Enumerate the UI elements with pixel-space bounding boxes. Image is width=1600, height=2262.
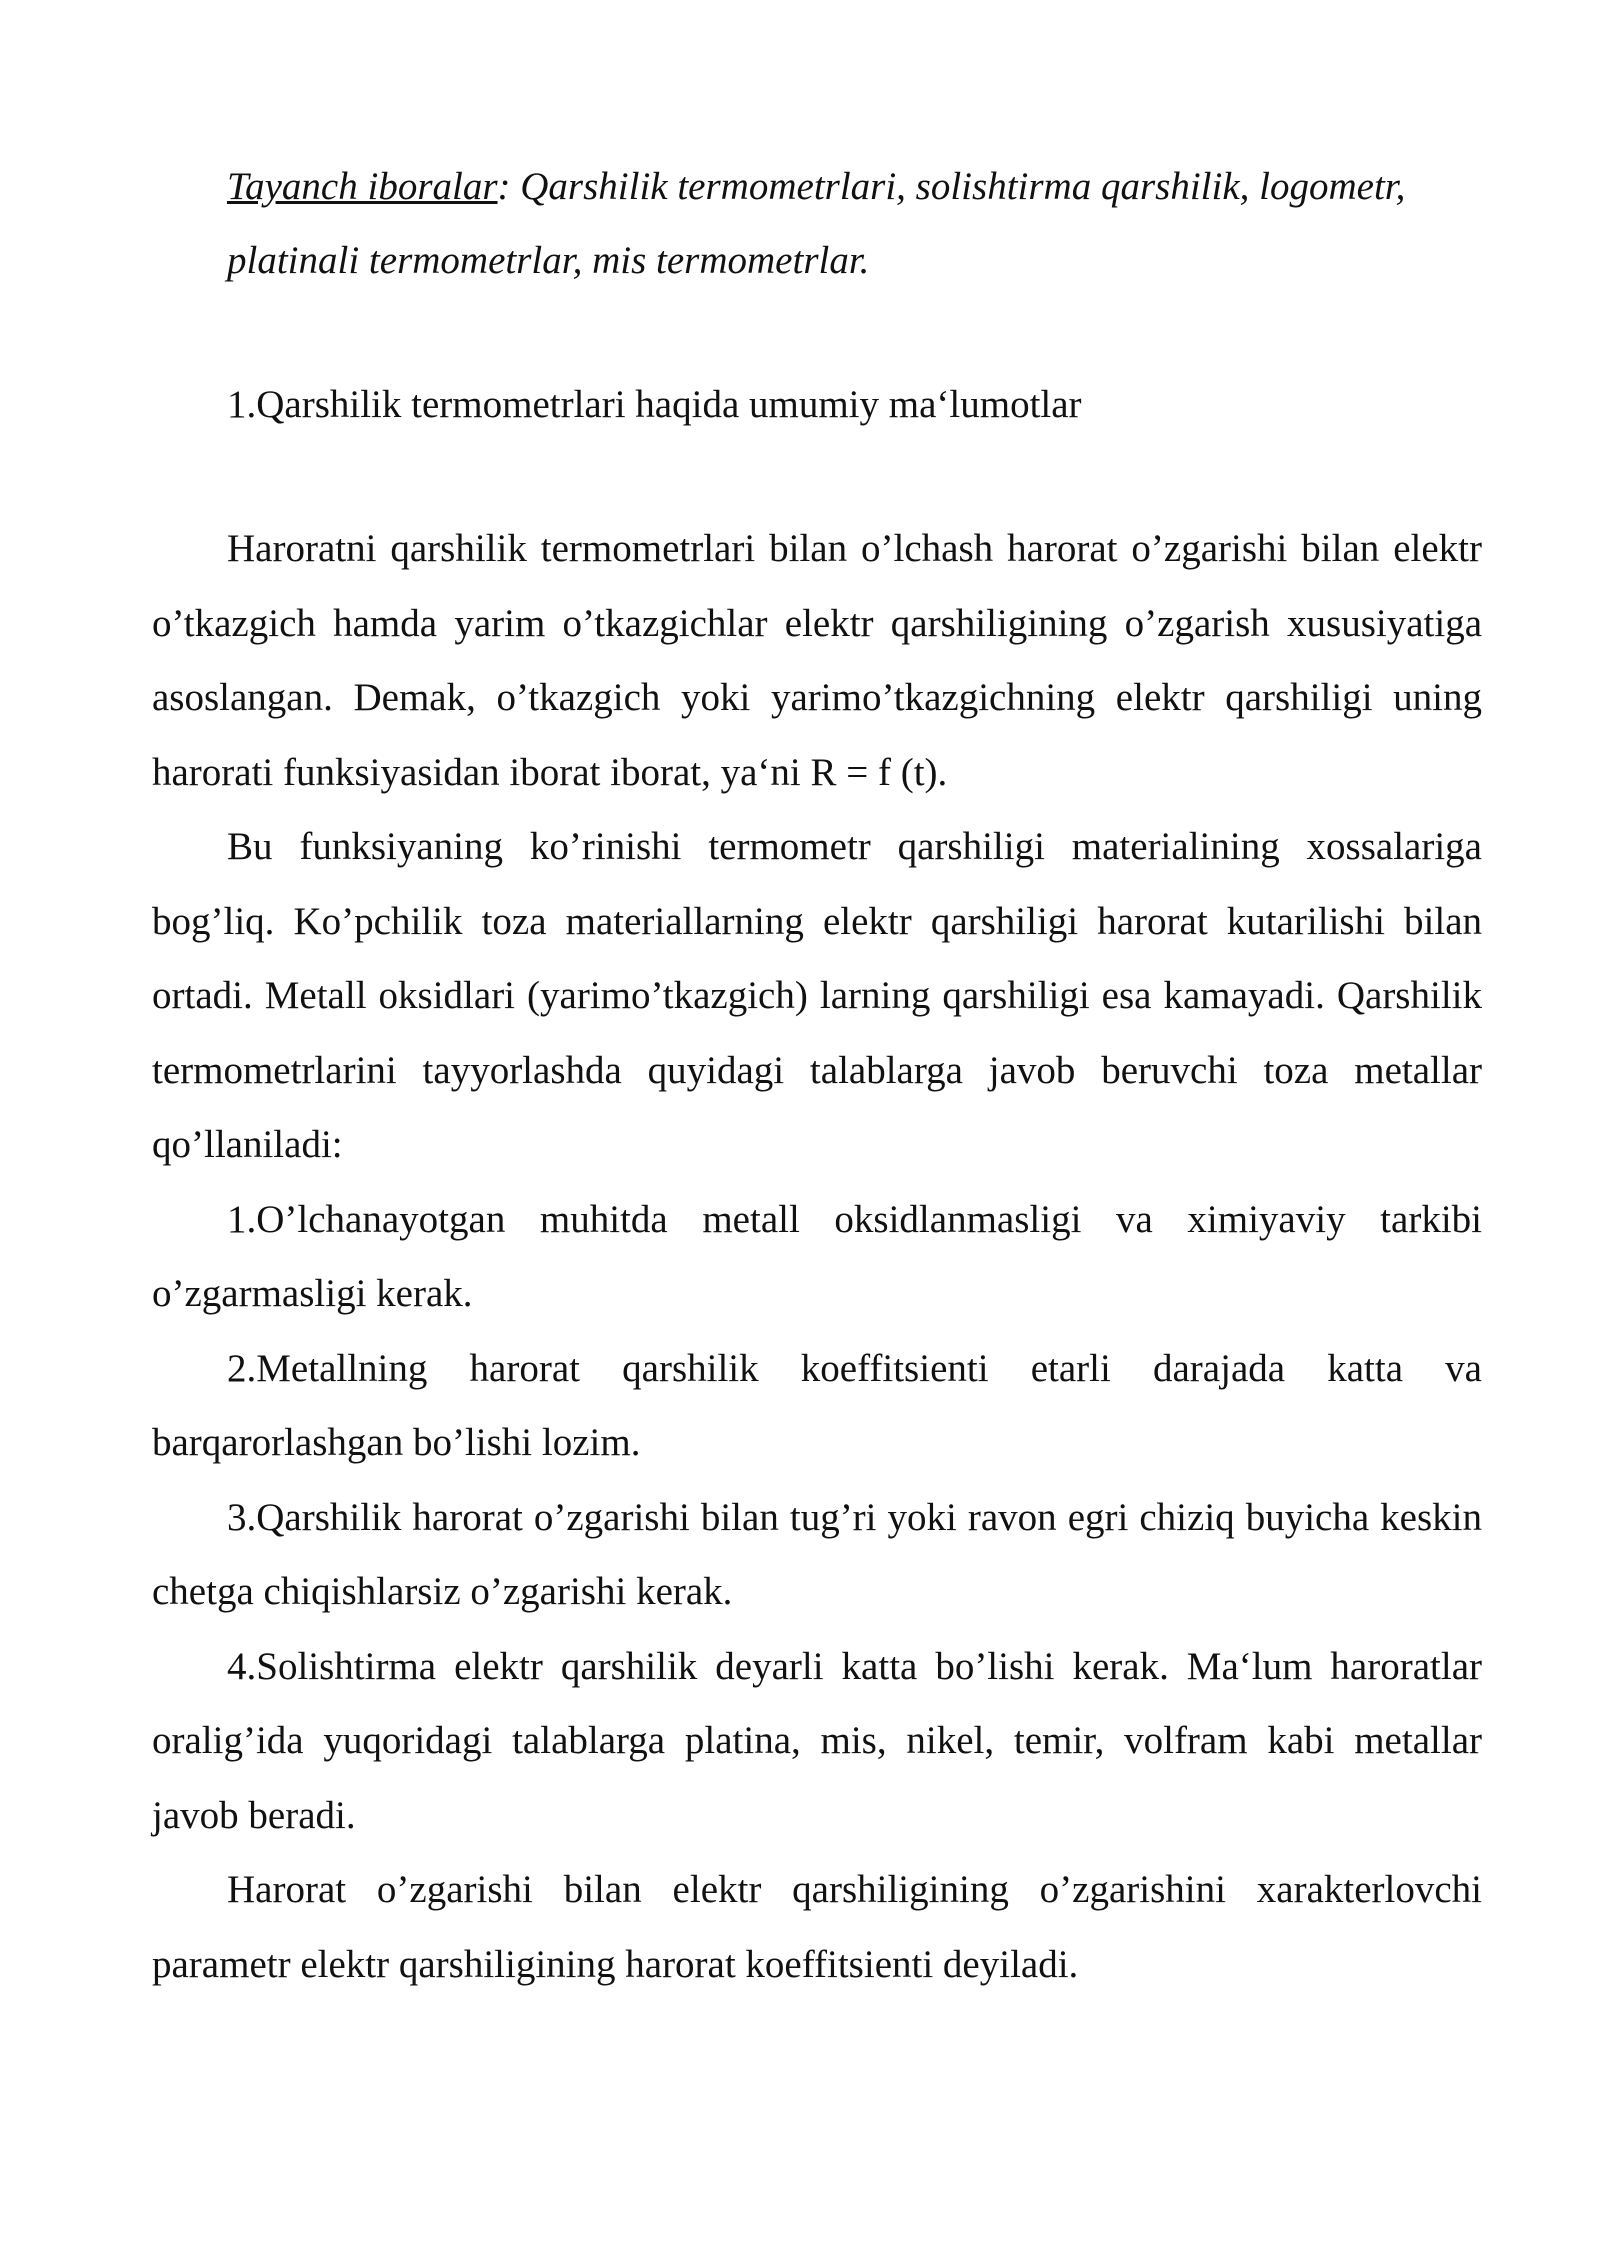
paragraph: Bu funksiyaning ko’rinishi termometr qarshiligi materialining xossalariga bog’liq. Ko’pchilik toza materiallarning elektr qarshiligi harorat kutarilishi bilan ortadi. Metall oksidlari (yarimo’tkazgich) larning qarshiligi esa kamayadi. Qarshilik termometrlarini tayyorlashda quyidagi talablarga javob beruvchi toza metallar qo’llaniladi: [152, 825, 1482, 1166]
keywords-label: Tayanch iboralar [227, 165, 498, 208]
paragraph: Haroratni qarshilik termometrlari bilan o’lchash harorat o’zgarishi bilan elektr o’tkazgich hamda yarim o’tkazgichlar elektr qarshiligining o’zgarish xususiyatiga asoslangan. Demak, o’tkazgich yoki yarimo’tkazgichning elektr qarshiligi uning harorati funksiyasidan iborat iborat, ya‘ni R = f (t). [152, 527, 1482, 794]
paragraph-requirement-3: 3.Qarshilik harorat o’zgarishi bilan tug’ri yoki ravon egri chiziq buyicha keskin chetga chiqishlarsiz o’zgarishi kerak. [152, 1495, 1482, 1613]
body-text [152, 512, 1482, 2002]
paragraph-requirement-4: 4.Solishtirma elektr qarshilik deyarli katta bo’lishi kerak. Ma‘lum haroratlar oralig’ida yuqoridagi talablarga platina, mis, nikel, temir, volfram kabi metallar javob beradi. [152, 1644, 1482, 1837]
paragraph-requirement-2: 2.Metallning harorat qarshilik koeffitsienti etarli darajada katta va barqarorlashgan bo’lishi lozim. [152, 1346, 1482, 1464]
paragraph-requirement-1: 1.O’lchanayotgan muhitda metall oksidlanmasligi va ximiyaviy tarkibi o’zgarmasligi kerak. [152, 1197, 1482, 1315]
keywords-text: Qarshilik termometrlari, solishtirma qarshilik, logometr, platinali termometrlar, mis termometrlar. [227, 165, 1406, 282]
keywords-line [152, 150, 1482, 298]
document-page [152, 150, 1482, 2002]
keywords-separator: : [497, 165, 511, 208]
paragraph: Harorat o’zgarishi bilan elektr qarshiligining o’zgarishini xarakterlovchi parametr elektr qarshiligining harorat koeffitsienti deyiladi. [152, 1868, 1482, 1986]
section-title: 1.Qarshilik termometrlari haqida umumiy ma‘lumotlar [227, 383, 1082, 426]
